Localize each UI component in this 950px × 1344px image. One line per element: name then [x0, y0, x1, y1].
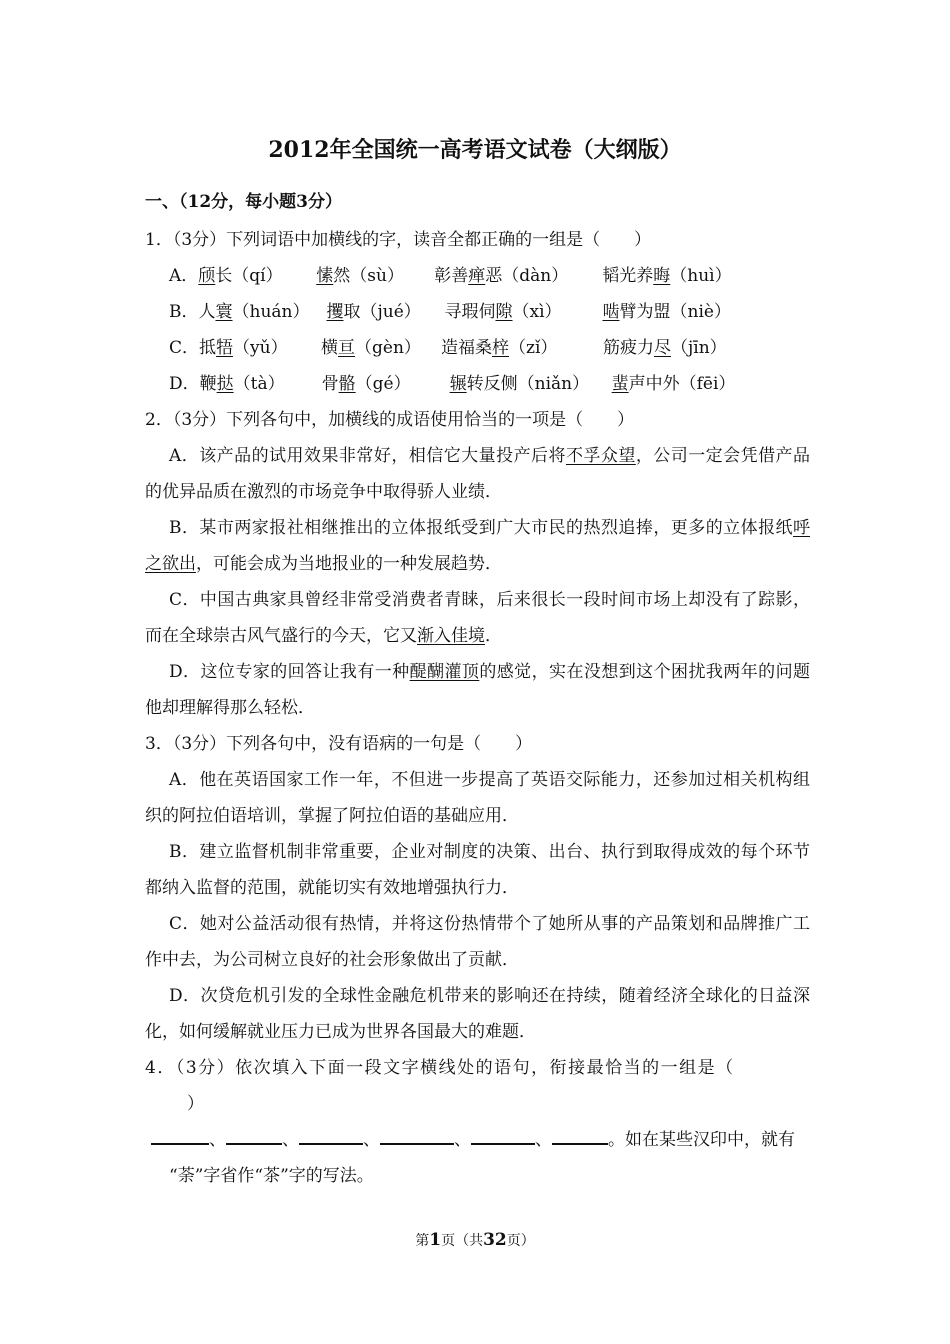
- separator: 、: [282, 1130, 299, 1150]
- option-label: B．: [169, 302, 199, 322]
- word-text: 横: [321, 338, 339, 358]
- option-text: C．中国古典家具曾经非常受消费者青睐，后来很长一段时间市场上却没有了踪影，而在全球崇古风气盛行的今天，它又: [145, 590, 810, 646]
- blank-1: [151, 1125, 209, 1145]
- word-text: 然: [333, 266, 351, 286]
- word-text: 转反侧: [466, 374, 518, 394]
- underlined-char: 梓: [492, 338, 510, 358]
- blank-5: [471, 1125, 535, 1145]
- question-4-text: 。如在某些汉印中，就有: [608, 1130, 795, 1150]
- blank-2: [226, 1125, 282, 1145]
- pinyin: （gèn）: [355, 338, 421, 358]
- pinyin: （jīn）: [671, 338, 727, 358]
- pinyin: （xì）: [512, 302, 562, 322]
- page-footer: [0, 1230, 950, 1250]
- option-row: [145, 258, 810, 294]
- word-text: 韬光养: [602, 266, 654, 286]
- word-item: [445, 294, 603, 330]
- word-text: 彰善: [434, 266, 469, 286]
- underlined-char: 愫: [316, 266, 334, 286]
- question-3-stem: 3．（3分）下列各句中，没有语病的一句是（ ）: [145, 734, 533, 754]
- underlined-char: 尽: [654, 338, 672, 358]
- option-paragraph: B．建立监督机制非常重要，企业对制度的决策、出台、执行到取得成效的每个环节都纳入监督的范围，就能切实有效地增强执行力．: [145, 842, 810, 898]
- word-item: [603, 330, 727, 366]
- question-2-stem: 2．（3分）下列各句中，加横线的成语使用恰当的一项是（ ）: [145, 410, 635, 430]
- word-text: 造福桑: [441, 338, 493, 358]
- separator: 、: [454, 1130, 471, 1150]
- word-text: 恶: [485, 266, 503, 286]
- option-row: [145, 366, 810, 402]
- word-text: 寻瑕伺: [444, 302, 496, 322]
- word-item: [321, 330, 441, 366]
- word-text: 筋疲力: [603, 338, 655, 358]
- underlined-char: 牾: [216, 338, 234, 358]
- pinyin: （tà）: [233, 374, 285, 394]
- blank-4: [380, 1125, 454, 1145]
- pinyin: （qí）: [232, 266, 283, 286]
- option-paragraph: [145, 438, 810, 510]
- option-label: A．: [169, 266, 199, 286]
- word-item: [450, 366, 612, 402]
- separator: 、: [209, 1130, 226, 1150]
- footer-text: 页）: [506, 1233, 535, 1249]
- blank-3: [299, 1125, 363, 1145]
- blank-6: [552, 1125, 608, 1145]
- question-2-options: [145, 438, 810, 726]
- question-1-options: [145, 258, 810, 402]
- underlined-char: 寰: [215, 302, 233, 322]
- underlined-char: 蜚: [611, 374, 629, 394]
- question-4-stem: 4．（3分）依次填入下面一段文字横线处的语句，衔接最恰当的一组是（: [145, 1058, 735, 1078]
- underlined-idiom: 醍醐灌顶: [409, 662, 480, 682]
- underlined-char: 晦: [653, 266, 671, 286]
- word-text: 人: [198, 302, 216, 322]
- pinyin: （dàn）: [502, 266, 569, 286]
- underlined-char: 攫: [326, 302, 344, 322]
- option-label: D．: [169, 374, 200, 394]
- word-item: [602, 258, 731, 294]
- total-pages: 32: [483, 1230, 507, 1250]
- question-1-stem: 1．（3分）下列词语中加横线的字，读音全都正确的一组是（ ）: [145, 230, 652, 250]
- separator: 、: [535, 1130, 552, 1150]
- underlined-char: 啮: [602, 302, 620, 322]
- option-text: 的感觉，实在没想到这个困扰我两年的问题他却理解得那么轻松．: [145, 662, 811, 718]
- option-text: ．: [485, 626, 502, 646]
- pinyin: （yǔ）: [233, 338, 288, 358]
- document-body: [145, 222, 810, 1194]
- option-text: ，公司一定会凭借产品的优异品质在激烈的市场竞争中取得骄人业绩．: [145, 446, 811, 502]
- word-item: [441, 330, 603, 366]
- underlined-idiom: 呼之欲出: [145, 518, 810, 574]
- underlined-char: 瘅: [468, 266, 486, 286]
- word-item: [603, 294, 731, 330]
- option-text: ，可能会成为当地报业的一种发展趋势．: [196, 554, 502, 574]
- pinyin: （zǐ）: [509, 338, 558, 358]
- option-text: A．该产品的试用效果非常好，相信它大量投产后将: [169, 446, 566, 466]
- word-text: 骨: [321, 374, 339, 394]
- pinyin: （fēi）: [679, 374, 736, 394]
- word-item: [199, 330, 321, 366]
- underlined-char: 辗: [449, 374, 467, 394]
- footer-text: 页（共: [441, 1233, 484, 1249]
- word-text: 抵: [199, 338, 217, 358]
- word-item: [434, 258, 602, 294]
- word-item: [327, 294, 445, 330]
- word-item: [200, 366, 322, 402]
- word-item: [612, 366, 736, 402]
- option-label: C．: [169, 338, 200, 358]
- pinyin: （jué）: [360, 302, 421, 322]
- underlined-idiom: 渐入佳境: [417, 626, 485, 646]
- underlined-idiom: 不孚众望: [565, 446, 636, 466]
- question-3-options: [145, 762, 810, 1050]
- word-text: 取: [343, 302, 361, 322]
- word-text: 鞭: [199, 374, 217, 394]
- underlined-char: 亘: [338, 338, 356, 358]
- option-paragraph: [145, 654, 810, 726]
- pinyin: （huán）: [232, 302, 310, 322]
- option-row: [145, 294, 810, 330]
- section-heading: 一、（12分，每小题3分）: [145, 192, 342, 212]
- page-number: 1: [429, 1230, 442, 1250]
- footer-text: 第: [415, 1233, 430, 1249]
- underlined-char: 挞: [216, 374, 234, 394]
- option-paragraph: C．她对公益活动很有热情，并将这份热情带个了她所从事的产品策划和品牌推广工作中去，为公司树立良好的社会形象做出了贡献．: [145, 914, 810, 970]
- word-text: 长: [215, 266, 233, 286]
- option-text: B．某市两家报社相继推出的立体报纸受到广大市民的热烈追捧，更多的立体报纸: [169, 518, 793, 538]
- word-item: [322, 366, 450, 402]
- question-4-stem-end: ）: [187, 1094, 204, 1114]
- option-paragraph: D．次贷危机引发的全球性金融危机带来的影响还在持续，随着经济全球化的日益深化，如何缓解就业压力已成为世界各国最大的难题．: [145, 986, 810, 1042]
- question-4-blanks: [145, 1122, 810, 1158]
- underlined-char: 隙: [495, 302, 513, 322]
- option-paragraph: A．他在英语国家工作一年，不但进一步提高了英语交际能力，还参加过相关机构组织的阿拉伯语培训，掌握了阿拉伯语的基础应用．: [145, 770, 810, 826]
- pinyin: （gé）: [355, 374, 411, 394]
- underlined-char: 颀: [198, 266, 216, 286]
- word-text: 臂为盟: [619, 302, 671, 322]
- pinyin: （niǎn）: [517, 374, 590, 394]
- option-paragraph: [145, 510, 810, 582]
- page-title: 2012年全国统一高考语文试卷（大纲版）: [268, 137, 682, 163]
- word-item: [198, 258, 316, 294]
- separator: 、: [363, 1130, 380, 1150]
- question-4-continuation: “荼”字省作“茶”字的写法。: [169, 1166, 374, 1186]
- underlined-char: 骼: [338, 374, 356, 394]
- option-row: [145, 330, 810, 366]
- option-paragraph: [145, 582, 810, 654]
- pinyin: （niè）: [670, 302, 731, 322]
- pinyin: （huì）: [670, 266, 732, 286]
- word-item: [199, 294, 327, 330]
- word-item: [316, 258, 434, 294]
- pinyin: （sù）: [350, 266, 404, 286]
- word-text: 声中外: [628, 374, 680, 394]
- option-text: D．这位专家的回答让我有一种: [169, 662, 410, 682]
